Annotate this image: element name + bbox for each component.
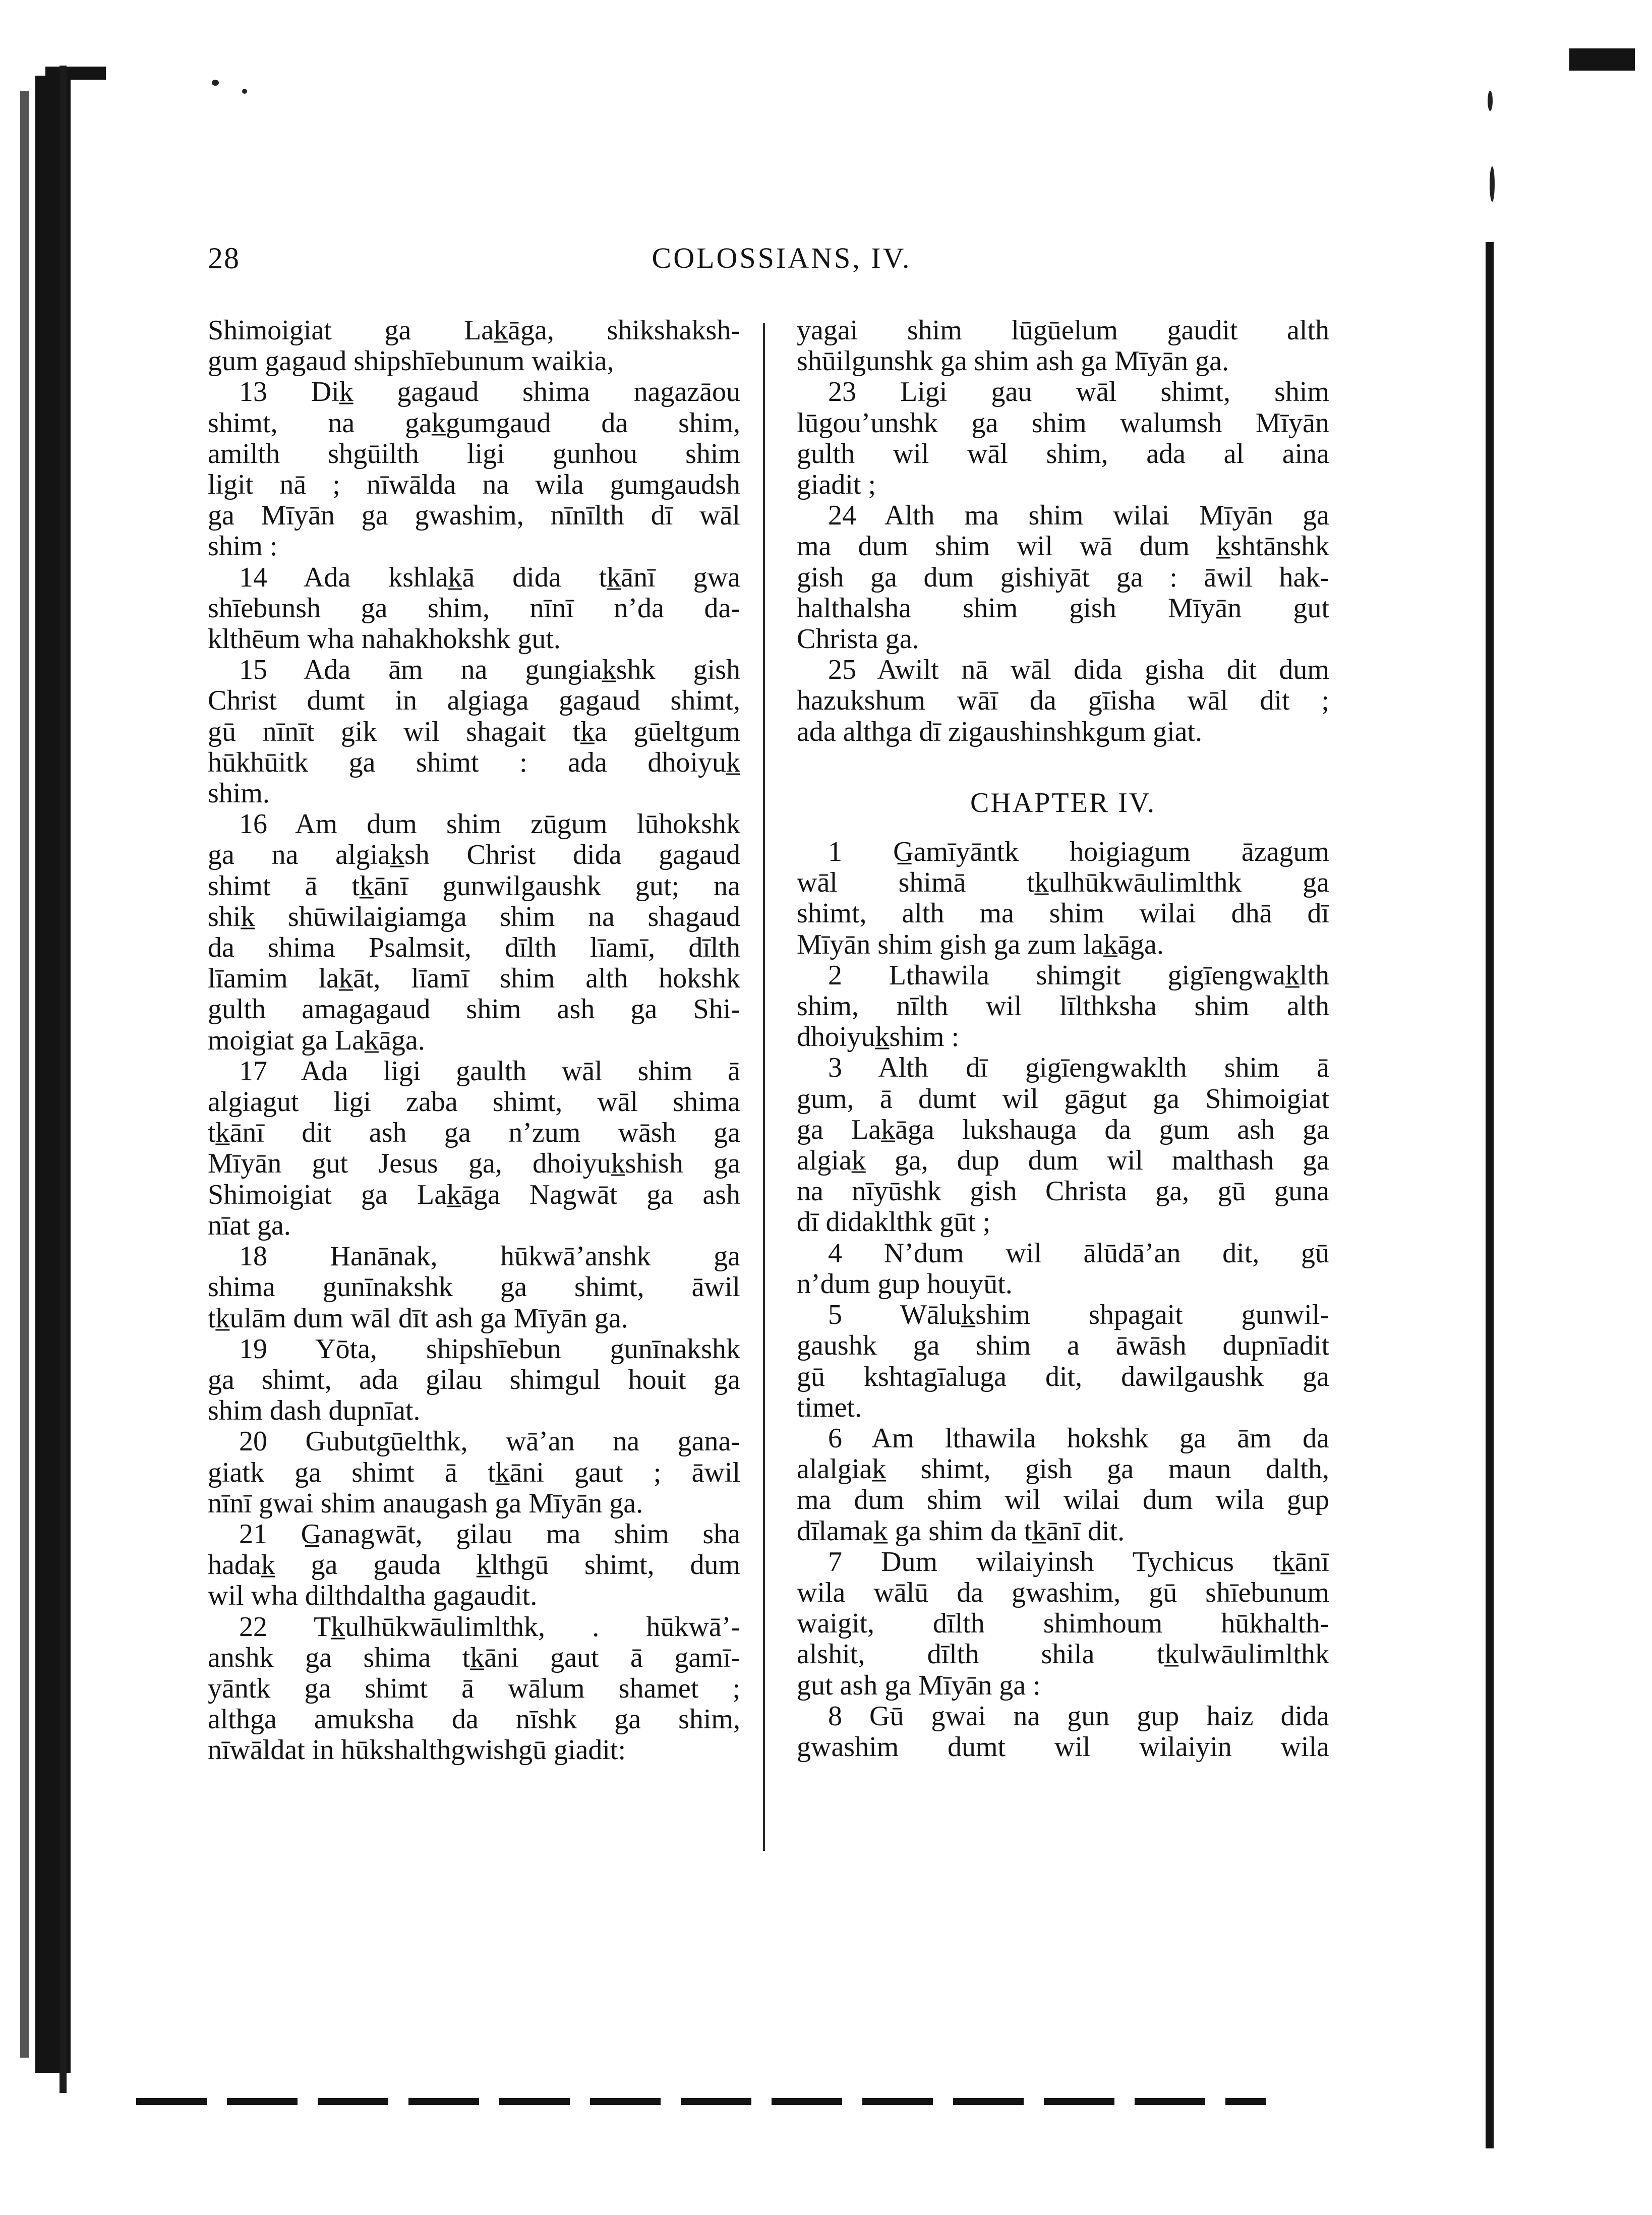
text-line: 23 Ligi gau wāl shimt, shim bbox=[828, 377, 1329, 408]
column-divider bbox=[763, 323, 765, 1851]
text-line: yāntk ga shimt ā wālum shamet ; bbox=[208, 1673, 740, 1704]
text-line: moigiat ga Lak̲āga. bbox=[208, 1025, 425, 1056]
text-line: wil wha dilthdaltha gagaudit. bbox=[208, 1581, 538, 1612]
right-column bbox=[797, 315, 1329, 1763]
text-line: ga Lak̲āga lukshauga da gum ash ga bbox=[797, 1114, 1329, 1145]
text-line: 4 N’dum wil ālūdā’an dit, gū bbox=[828, 1238, 1329, 1269]
text-line: ma dum shim wil wā dum k̲shtānshk bbox=[797, 531, 1329, 562]
text-line: 14 Ada kshlak̲ā dida tk̲ānī gwa bbox=[239, 562, 740, 593]
text-line: giatk ga shimt ā tk̲āni gaut ; āwil bbox=[208, 1457, 740, 1488]
right-column-bottom-text bbox=[797, 837, 1329, 1763]
scan-speck bbox=[1488, 91, 1493, 111]
text-line: 25 Awilt nā wāl dida g̲isha dit dum bbox=[828, 655, 1329, 686]
text-line: halthalsha shim gish Mīyān gut bbox=[797, 593, 1329, 624]
text-line: anshk ga shima tk̲āni gaut ā g̲amī- bbox=[208, 1642, 740, 1673]
text-line: dhoiyuk̲shim : bbox=[797, 1022, 960, 1053]
text-line: waigit, dīlth shimhoum hūkhalth- bbox=[797, 1608, 1329, 1640]
text-line: algiak̲ ga, dup dum wil malthash ga bbox=[797, 1145, 1329, 1177]
text-line: Mīyān shim gish ga zum lak̲āga. bbox=[797, 929, 1164, 960]
scan-speck bbox=[1490, 166, 1495, 202]
text-line: 3 Alth dī gigīengwaklth shim ā bbox=[828, 1053, 1329, 1084]
text-line: ga na algiak̲sh Christ dida gagaud bbox=[208, 840, 740, 871]
text-line: ma dum shim wil wilai dum wila gup bbox=[797, 1485, 1329, 1516]
text-line: wila wālū da gwashim, gū shīebunum bbox=[797, 1577, 1329, 1608]
text-line: alshit, dīlth shila tk̲ulwāulimlthk bbox=[797, 1639, 1329, 1670]
text-line: da shima Psalmsit, dīlth līamī, dīlth bbox=[208, 932, 740, 964]
text-line: shim, nīlth wil līlthksha shim alth bbox=[797, 991, 1329, 1022]
bottom-scan-artifact bbox=[136, 2098, 1266, 2105]
text-line: 15 Ada ām na gungiak̲shk gish bbox=[239, 655, 740, 686]
text-line: 22 Tk̲ulhūkwāulimlthk, . hūkwā’- bbox=[239, 1611, 740, 1643]
text-line: na nīyūshk gish Christa ga, gū guna bbox=[797, 1176, 1329, 1207]
running-header bbox=[0, 241, 1652, 281]
text-line: 5 Wāluk̲shim shpagait gunwil- bbox=[828, 1300, 1329, 1331]
text-line: 2 Lthawila shimgit gigīengwak̲lth bbox=[828, 960, 1329, 991]
text-line: 21 G̲anagwāt, g̲ilau ma shim sha bbox=[239, 1519, 740, 1550]
text-line: hazukshum wāī da g̲īisha wāl dit ; bbox=[797, 685, 1329, 717]
text-line: algiagut lig̲i zaba shimt, wāl shima bbox=[208, 1087, 740, 1118]
text-line: 7 Dum wilaiyinsh Tychicus tk̲ānī bbox=[828, 1546, 1329, 1578]
text-line: ga shimt, ada g̲ilau shimgul houit ga bbox=[208, 1364, 740, 1395]
text-line: gaushk ga shim a āwāsh dupnīadit bbox=[797, 1330, 1329, 1362]
binding-line bbox=[60, 66, 67, 2093]
text-line: lūgou’unshk ga shim walumsh Mīyān bbox=[797, 407, 1329, 439]
text-line: 16 Am dum shim zūgum lūhokshk bbox=[239, 809, 740, 840]
text-line: 1 G̲amīyāntk hoigiagum āzagum bbox=[828, 837, 1329, 868]
text-line: klthēum wha nahakhokshk gut. bbox=[208, 624, 561, 655]
text-line: nīwāldat in hūkshalthg̲wishgū giadit: bbox=[208, 1735, 626, 1766]
binding-shadow bbox=[20, 91, 29, 2058]
text-line: shim. bbox=[208, 778, 270, 809]
text-line: shīebunsh ga shim, nīnī n’da da- bbox=[208, 593, 740, 624]
text-line: nīat ga. bbox=[208, 1210, 291, 1241]
text-line: līamim lak̲āt, līamī shim alth hokshk bbox=[208, 963, 740, 995]
scan-speck bbox=[242, 89, 247, 94]
text-line: shim : bbox=[208, 531, 278, 562]
text-line: gum gagaud shipshīebunum waikia, bbox=[208, 346, 614, 377]
text-line: Mīyān gut Jesus ga, dhoiyuk̲shish ga bbox=[208, 1148, 740, 1180]
text-line: gū kshtagīaluga dit, dawilgaushk ga bbox=[797, 1361, 1329, 1392]
right-column-top-text bbox=[797, 315, 1329, 747]
text-line: gū nīnīt gik wil shagait tk̲a gūeltgum bbox=[208, 716, 740, 747]
text-line: ada althga dī zigaushinshkgum giat. bbox=[797, 716, 1203, 747]
text-line: ligit nā ; nīwālda na wila gumgaudsh bbox=[208, 470, 740, 501]
text-line: 6 Am lthawila hokshk ga ām da bbox=[828, 1423, 1329, 1454]
scan-speck bbox=[212, 80, 219, 86]
text-line: gulth wil wāl shim, ada al aina bbox=[797, 438, 1329, 470]
chapter-heading: CHAPTER IV. bbox=[970, 787, 1156, 819]
text-line: Christa ga. bbox=[797, 624, 919, 655]
text-line: hūkhūitk ga shimt : ada dhoiyuk̲ bbox=[208, 747, 740, 778]
text-line: Christ dumt in alg̲iaga gagaud shimt, bbox=[208, 685, 740, 717]
text-line: dī didaklthk gūt ; bbox=[797, 1207, 991, 1238]
text-line: giadit ; bbox=[797, 470, 876, 501]
text-line: shim dash dupnīat. bbox=[208, 1395, 421, 1427]
text-line: nīnī gwai shim anaugash ga Mīyān ga. bbox=[208, 1488, 643, 1519]
text-line: gut ash ga Mīyān ga : bbox=[797, 1670, 1041, 1701]
corner-registration-mark bbox=[1569, 48, 1635, 71]
text-line: 18 Hanānak, hūkwā’anshk ga bbox=[239, 1241, 740, 1272]
text-line: shimt ā tk̲ānī gunwilgaushk gut; na bbox=[208, 870, 740, 902]
text-line: yag̲ai shim lūgūelum gaudit alth bbox=[797, 315, 1329, 346]
text-line: 19 Yōta, shipshīebun gunīnakshk bbox=[239, 1333, 740, 1365]
text-line: althga amuksha da nīshk ga shim, bbox=[208, 1704, 740, 1735]
text-line: shik̲ shūwilaigiamga shim na shagaud bbox=[208, 901, 740, 932]
text-line: ga Mīyān ga gwashim, nīnīlth dī wāl bbox=[208, 500, 740, 532]
text-line: dīlamak̲ ga shim da tk̲ānī dit. bbox=[797, 1515, 1125, 1547]
text-line: alalgiak̲ shimt, gish ga maun dalth, bbox=[797, 1454, 1329, 1485]
text-line: 20 Gubutgūelthk, wā’an na gana- bbox=[239, 1426, 740, 1458]
text-line: gum, ā dumt wil gāgut ga Shimoigiat bbox=[797, 1083, 1329, 1115]
text-line: 13 Dik̲ gagaud shima nagazāou bbox=[239, 377, 740, 408]
text-line: shima gunīnakshk ga shimt, āwil bbox=[208, 1272, 740, 1303]
text-line: tk̲ānī dit ash ga n’zum wāsh ga bbox=[208, 1118, 740, 1149]
text-line: amilth shgūilth lig̲i gunhou shim bbox=[208, 438, 740, 470]
text-line: gwashim dumt wil wilaiyin wila bbox=[797, 1731, 1329, 1763]
text-line: wāl shimā tk̲ulhūkwāulimlthk ga bbox=[797, 867, 1329, 899]
text-line: shimt, alth ma shim wilai dhā dī bbox=[797, 898, 1329, 929]
text-line: Shimoigiat ga Lak̲āga, shikshaksh- bbox=[208, 315, 740, 346]
right-page-edge bbox=[1486, 242, 1494, 2148]
text-line: gulth amagagaud shim ash ga Shi- bbox=[208, 994, 740, 1025]
running-head: COLOSSIANS, IV. bbox=[652, 242, 912, 274]
text-line: timet. bbox=[797, 1392, 862, 1423]
text-line: shimt, na gak̲gumgaud da shim, bbox=[208, 407, 740, 439]
text-line: 17 Ada lig̲i gaulth wāl shim ā bbox=[239, 1056, 740, 1087]
page-number: 28 bbox=[208, 242, 240, 275]
text-line: shūilgunshk ga shim ash ga Mīyān ga. bbox=[797, 346, 1229, 377]
text-line: Shimoigiat ga Lak̲āga Nagwāt ga ash bbox=[208, 1179, 740, 1210]
left-column bbox=[208, 315, 740, 1766]
text-line: gish ga dum gishiyāt ga : āwil hak- bbox=[797, 562, 1329, 593]
text-line: 24 Alth ma shim wilai Mīyān ga bbox=[828, 500, 1329, 532]
text-line: hadak̲ ga gauda k̲lthgū shimt, dum bbox=[208, 1550, 740, 1581]
text-line: 8 Gū gwai na gun gup haiz dida bbox=[828, 1701, 1329, 1732]
text-line: tk̲ulām dum wāl dīt ash ga Mīyān ga. bbox=[208, 1303, 628, 1334]
text-line: n’dum gup houyūt. bbox=[797, 1268, 1013, 1300]
